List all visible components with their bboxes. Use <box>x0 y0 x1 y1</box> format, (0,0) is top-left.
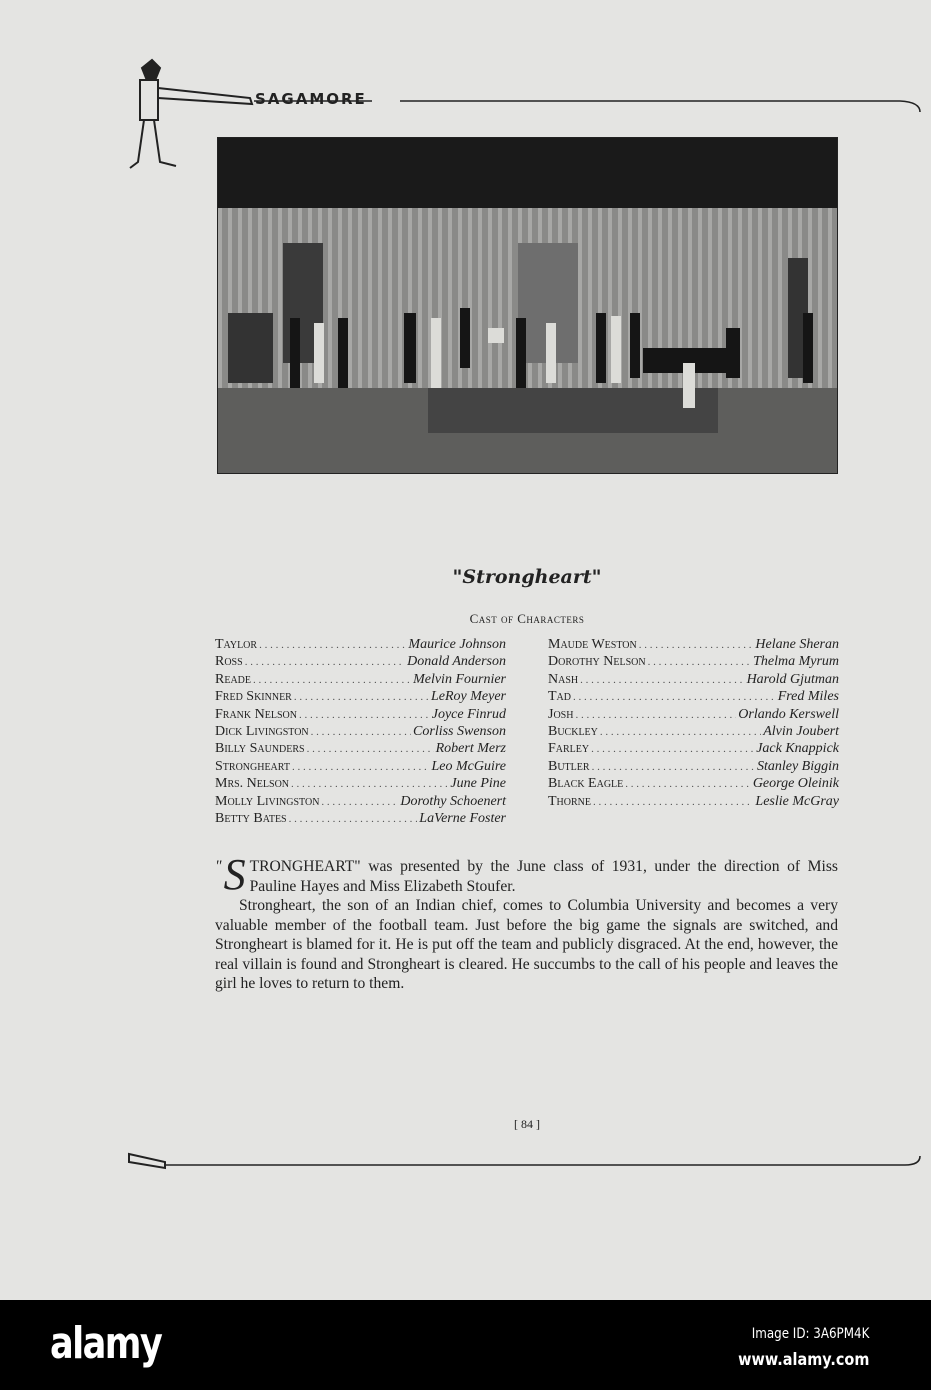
leader-dots <box>592 761 755 773</box>
role-name: Betty Bates <box>215 810 287 826</box>
page-number: [ 84 ] <box>514 1117 540 1131</box>
actor-name: Maurice Johnson <box>408 637 506 652</box>
play-title: "Strongheart" <box>452 566 602 588</box>
role-name: Molly Livingston <box>215 793 320 809</box>
cast-row <box>215 759 506 776</box>
open-quote: " <box>215 858 222 875</box>
cast-list-right <box>548 637 839 811</box>
leader-dots <box>593 796 753 808</box>
horn-icon <box>129 1154 165 1168</box>
cast-row <box>215 707 506 724</box>
leader-dots <box>311 726 411 738</box>
role-name: Farley <box>548 741 590 757</box>
actor-name: Leo McGuire <box>431 758 506 774</box>
actor-name: Donald Anderson <box>407 654 506 670</box>
leader-dots <box>289 813 418 825</box>
leader-dots <box>245 656 405 668</box>
synopsis-para-1: TRONGHEART" was presented by the June class of 1931, under the direction of Miss Pauline Hayes and Miss Elizabeth Stoufer. <box>249 858 838 895</box>
actor-name: June Pine <box>450 776 506 792</box>
leader-dots <box>600 726 761 738</box>
cast-row <box>548 794 839 811</box>
actor-name: Alvin Joubert <box>763 723 839 739</box>
role-name: Black Eagle <box>548 776 624 792</box>
leader-dots <box>307 743 434 755</box>
cast-row <box>215 654 506 671</box>
actor-name: Leslie McGray <box>755 793 839 809</box>
alamy-logo: alamy <box>50 1318 162 1369</box>
cast-row <box>215 672 506 689</box>
actor-name: Melvin Fournier <box>413 671 506 687</box>
watermark-bar <box>0 1300 931 1390</box>
role-name: Fred Skinner <box>215 689 292 705</box>
masthead-title: SAGAMORE <box>255 90 367 108</box>
role-name: Maude Weston <box>548 637 637 652</box>
cast-row <box>548 741 839 758</box>
footer-rule <box>165 1156 920 1165</box>
drop-cap: S <box>223 850 246 899</box>
role-name: Mrs. Nelson <box>215 776 290 792</box>
cast-row <box>548 759 839 776</box>
actor-name: Fred Miles <box>777 689 839 705</box>
leader-dots <box>639 639 754 651</box>
actor-name: LeRoy Meyer <box>430 689 506 705</box>
role-name: Billy Saunders <box>215 741 305 757</box>
cast-row <box>215 689 506 706</box>
actor-name: Helane Sheran <box>755 637 839 652</box>
actor-name: Thelma Myrum <box>753 654 839 670</box>
role-name: Dorothy Nelson <box>548 654 646 670</box>
cast-row <box>215 637 506 654</box>
leader-dots <box>299 709 430 721</box>
leader-dots <box>591 743 754 755</box>
cast-row <box>548 724 839 741</box>
cast-row <box>215 811 506 828</box>
role-name: Thorne <box>548 793 591 809</box>
role-name: Frank Nelson <box>215 706 297 722</box>
cast-row <box>548 672 839 689</box>
leader-dots <box>573 691 776 703</box>
leader-dots <box>292 761 430 773</box>
cast-row <box>215 776 506 793</box>
actor-name: Dorothy Schoenert <box>400 793 506 809</box>
actor-name: Jack Knappick <box>756 741 839 757</box>
role-name: Nash <box>548 671 579 687</box>
actor-name: Harold Gjutman <box>746 671 839 687</box>
leader-dots <box>321 796 398 808</box>
leader-dots <box>580 674 744 686</box>
synopsis <box>215 850 838 994</box>
cast-list-left <box>215 637 506 828</box>
role-name: Strongheart <box>215 758 290 774</box>
actor-name: Joyce Finrud <box>431 706 506 722</box>
synopsis-para-2: Strongheart, the son of an Indian chief, comes to Columbia University and becomes a very valuable member of the football team. Just before the big game the signals are switched, and Strongheart is blamed for it. He is put off the team and publicly disgraced. At the end, however, the real villain is found and Strongheart is cleared. He succumbs to the call of his people and leaves the girl he loves to return to them. <box>215 897 838 992</box>
actor-name: Stanley Biggin <box>756 758 839 774</box>
site-url: www.alamy.com <box>737 1350 869 1370</box>
leader-dots <box>648 656 751 668</box>
cast-row <box>548 654 839 671</box>
leader-dots <box>294 691 429 703</box>
leader-dots <box>625 778 751 790</box>
leader-dots <box>575 709 736 721</box>
role-name: Dick Livingston <box>215 723 309 739</box>
leader-dots <box>291 778 448 790</box>
actor-name: Orlando Kerswell <box>738 706 839 722</box>
actor-name: LaVerne Foster <box>419 810 506 826</box>
cast-row <box>548 707 839 724</box>
role-name: Ross <box>215 654 243 670</box>
role-name: Butler <box>548 758 590 774</box>
cast-row <box>548 637 839 654</box>
actor-name: Corliss Swenson <box>413 723 506 739</box>
leader-dots <box>259 639 406 651</box>
actor-name: George Oleinik <box>752 776 839 792</box>
role-name: Josh <box>548 706 574 722</box>
role-name: Taylor <box>215 637 258 652</box>
cast-row <box>215 724 506 741</box>
cast-row <box>548 776 839 793</box>
cast-row <box>215 741 506 758</box>
role-name: Buckley <box>548 723 598 739</box>
stage-photograph <box>217 137 838 474</box>
role-name: Tad <box>548 689 571 705</box>
role-name: Reade <box>215 671 251 687</box>
cast-row <box>215 794 506 811</box>
leader-dots <box>253 674 411 686</box>
footer-ornament <box>125 1148 925 1178</box>
cast-row <box>548 689 839 706</box>
actor-name: Robert Merz <box>435 741 506 757</box>
image-id: Image ID: 3A6PM4K <box>751 1326 869 1342</box>
cast-heading: Cast of Characters <box>469 611 585 626</box>
